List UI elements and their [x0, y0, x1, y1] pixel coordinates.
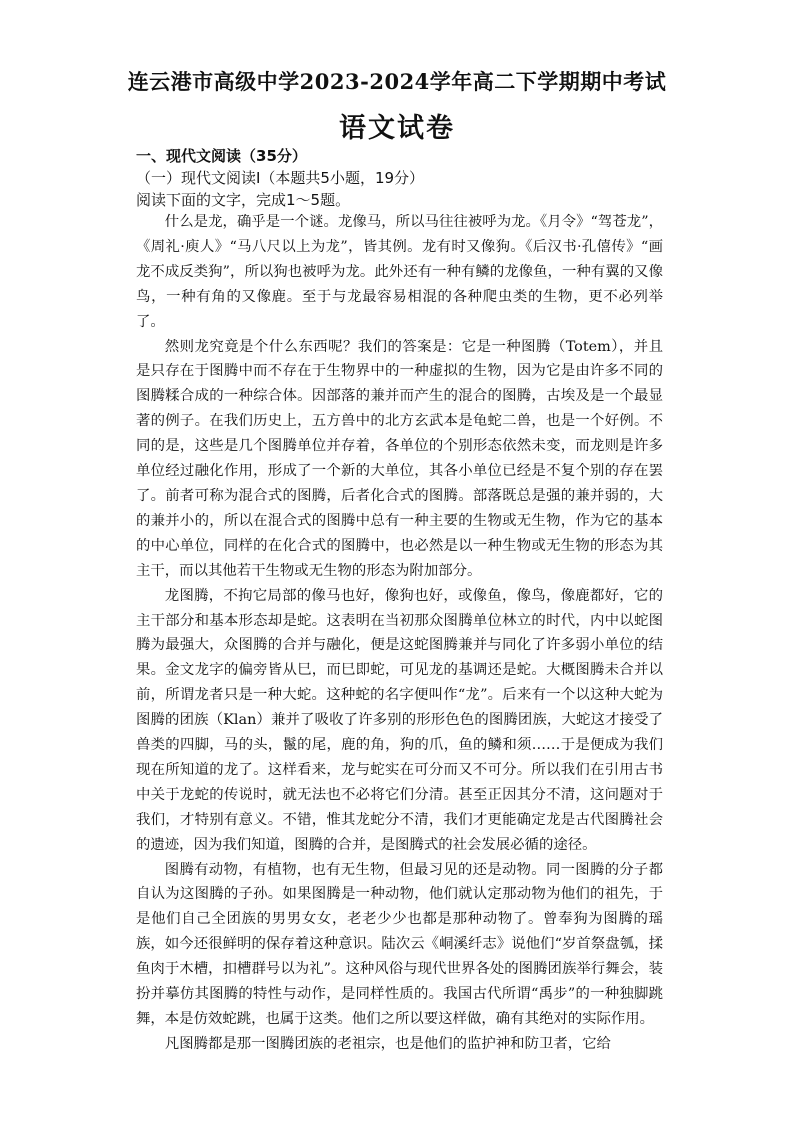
- passage-paragraph: 凡图腾都是那一图腾团族的老祖宗，也是他们的监护神和防卫者，它给: [164, 1035, 611, 1052]
- passage-paragraph: 龙图腾，不拘它局部的像马也好，像狗也好，或像鱼，像鸟，像鹿都好，它的主干部分和基本形态却是蛇。这表明在当初那众图腾单位林立的时代，内中以蛇图腾为最强大，众图腾的合并与融化，便是这蛇图腾兼并与同化了许多弱小单位的结果。金文龙字的偏旁皆从巳，而巳即蛇，可见龙的基调还是蛇。大概图腾未合并以前，所谓龙者只是一种大蛇。这种蛇的名字便叫作“龙”。后来有一个以这种大蛇为图腾的团族（Klan）兼并了吸收了许多别的形形色色的图腾团族，大蛇这才接受了兽类的四脚，马的头，鬣的尾，鹿的角，狗的爪，鱼的鳞和须……于是便成为我们现在所知道的龙了。这样看来，龙与蛇实在可分而又不可分。所以我们在引用古书中关于龙蛇的传说时，就无法也不必将它们分清。甚至正因其分不清，这问题对于我们，才特别有意义。不错，惟其龙蛇分不清，我们才更能确定龙是古代图腾社会的遗迹，因为我们知道，图腾的合并，是图腾式的社会发展必循的途径。: [136, 587, 663, 853]
- exam-title: 连云港市高级中学2023-2024学年高二下学期期中考试: [127, 69, 667, 94]
- reading-instruction: 阅读下面的文字，完成1～5题。: [136, 191, 351, 209]
- section-heading: 一、现代文阅读（35分）: [136, 147, 307, 165]
- subsection-heading: （一）现代文阅读Ⅰ（本题共5小题，19分）: [136, 169, 425, 187]
- reading-passage: [136, 210, 663, 1057]
- passage-paragraph: 然则龙究竟是个什么东西呢？我们的答案是：它是一种图腾（Totem），并且是只存在于图腾中而不存在于生物界中的一种虚拟的生物，因为它是由许多不同的图腾糅合成的一种综合体。因部落的兼并而产生的混合的图腾，古埃及是一个最显著的例子。在我们历史上，五方兽中的北方玄武本是龟蛇二兽，也是一个好例。不同的是，这些是几个图腾单位并存着，各单位的个别形态依然未变，而龙则是许多单位经过融化作用，形成了一个新的大单位，其各小单位已经是不复个别的存在罢了。前者可称为混合式的图腾，后者化合式的图腾。部落既总是强的兼并弱的，大的兼并小的，所以在混合式的图腾中总有一种主要的生物或无生物，作为它的基本的中心单位，同样的在化合式的图腾中，也必然是以一种生物或无生物的形态为其主干，而以其他若干生物或无生物的形态为附加部分。: [136, 338, 663, 579]
- subject-title: 语文试卷: [339, 113, 455, 144]
- passage-paragraph: 什么是龙，确乎是一个谜。龙像马，所以马往往被呼为龙。《月令》“驾苍龙”，《周礼·庾人》“马八尺以上为龙”，皆其例。龙有时又像狗。《后汉书·孔僖传》“画龙不成反类狗”，所以狗也被呼为龙。此外还有一种有鳞的龙像鱼，一种有翼的又像鸟，一种有角的又像鹿。至于与龙最容易相混的各种爬虫类的生物，更不必列举了。: [136, 214, 663, 330]
- passage-paragraph: 图腾有动物，有植物，也有无生物，但最习见的还是动物。同一图腾的分子都自认为这图腾的子孙。如果图腾是一种动物，他们就认定那动物为他们的祖先，于是他们自己全团族的男男女女，老老少少也都是那种动物了。曾奉狗为图腾的瑶族，如今还很鲜明的保存着这种意识。陆次云《峒溪纤志》说他们“岁首祭盘瓠，揉鱼肉于木槽，扣槽群号以为礼”。这种风俗与现代世界各处的图腾团族举行舞会，装扮并摹仿其图腾的特性与动作，是同样性质的。我国古代所谓“禹步”的一种独脚跳舞，本是仿效蛇跳，也属于这类。他们之所以要这样做，确有其绝对的实际作用。: [136, 861, 663, 1027]
